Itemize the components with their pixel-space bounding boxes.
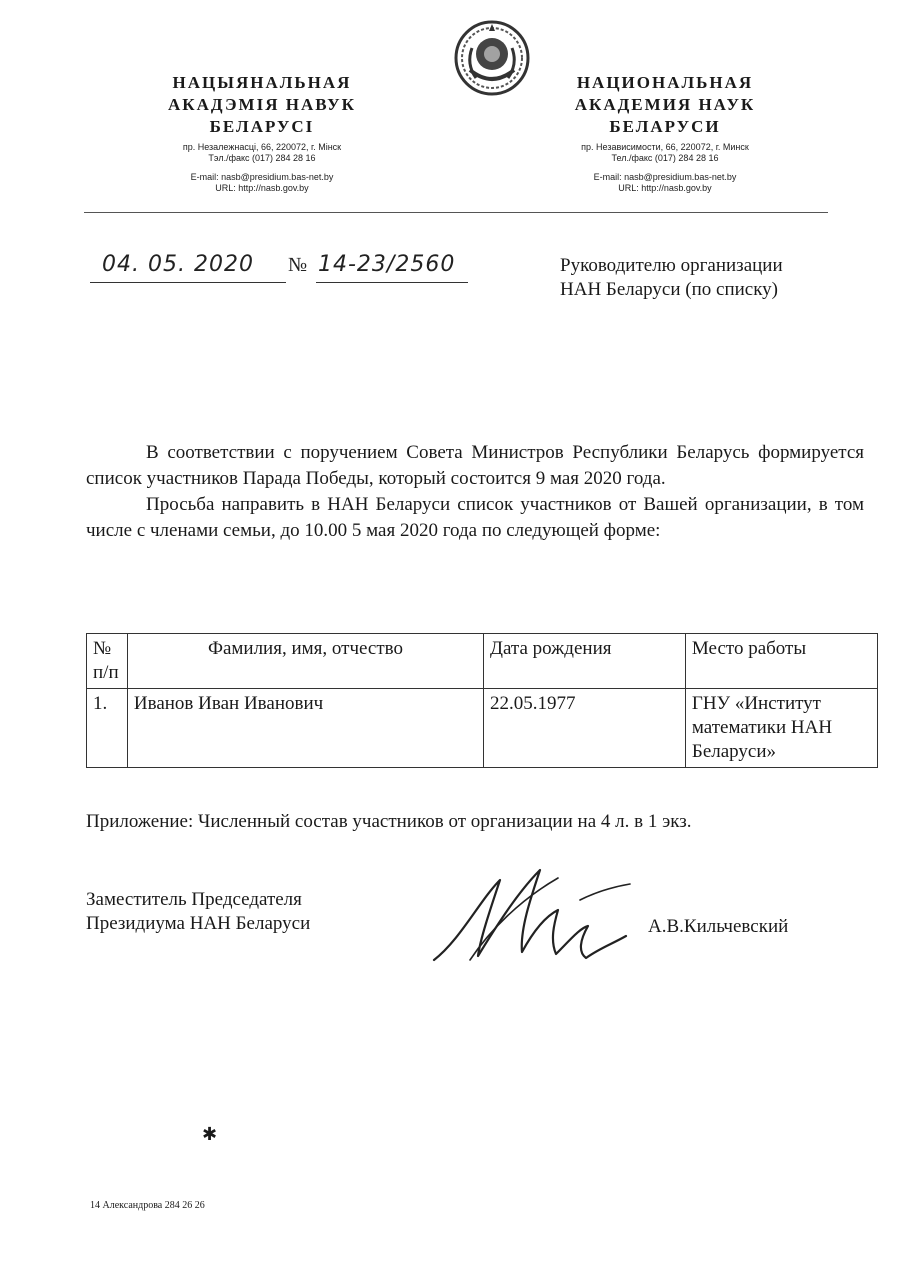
executor-footer: 14 Александрова 284 26 26 xyxy=(90,1200,205,1211)
signer-position-line: Президиума НАН Беларуси xyxy=(86,913,311,934)
org-name-line: АКАДЕМИЯ НАУК xyxy=(574,95,756,114)
outgoing-date: 04. 05. 2020 xyxy=(102,252,254,277)
table-row xyxy=(87,689,878,768)
org-phone: Тэл./факс (017) 284 28 16 xyxy=(208,153,316,163)
number-sign: № xyxy=(288,254,309,276)
body-paragraph: В соответствии с поручением Совета Министров Республики Беларусь формируется список участников Парада Победы, который состоится 9 мая 2020 года. xyxy=(86,442,864,489)
addressee-block xyxy=(560,254,860,302)
signer-name: А.В.Кильчевский xyxy=(648,916,789,937)
cell-birthdate: 22.05.1977 xyxy=(484,689,686,768)
body-paragraph: Просьба направить в НАН Беларуси список участников от Вашей организации, в том числе с членами семьи, до 10.00 5 мая 2020 года по следующей форме: xyxy=(86,494,864,541)
addressee-line: Руководителю организации xyxy=(560,255,783,276)
org-name-line: НАЦЫЯНАЛЬНАЯ xyxy=(172,73,352,92)
org-name-line: БЕЛАРУСІ xyxy=(209,117,315,136)
table-header-row xyxy=(87,634,878,689)
header-cell-workplace: Место работы xyxy=(685,634,877,689)
header-divider xyxy=(84,212,828,213)
registration-line xyxy=(90,252,490,292)
org-name-line: АКАДЭМІЯ НАВУК xyxy=(168,95,356,114)
org-contacts xyxy=(500,142,830,194)
outgoing-number: 14-23/2560 xyxy=(318,252,456,277)
org-email: E-mail: nasb@presidium.bas-net.by xyxy=(593,172,737,182)
org-address: пр. Незалежнасці, 66, 220072, г. Мінск xyxy=(182,142,342,152)
org-email: E-mail: nasb@presidium.bas-net.by xyxy=(190,172,334,182)
signer-position-line: Заместитель Председателя xyxy=(86,889,302,910)
scan-mark: ✱ xyxy=(202,1124,218,1145)
cell-name: Иванов Иван Иванович xyxy=(127,689,483,768)
header-cell-number: № п/п xyxy=(87,634,128,689)
cell-workplace: ГНУ «Институт математики НАН Беларуси» xyxy=(685,689,877,768)
org-url: URL: http://nasb.gov.by xyxy=(215,183,309,193)
date-underline xyxy=(90,282,286,283)
letter-body xyxy=(86,440,864,544)
letterhead-russian xyxy=(500,72,830,194)
signer-position xyxy=(86,888,406,936)
participants-form-table xyxy=(86,633,878,768)
appendix-note: Приложение: Численный состав участников от организации на 4 л. в 1 экз. xyxy=(86,811,692,832)
addressee-line: НАН Беларуси (по списку) xyxy=(560,279,779,300)
header-cell-name: Фамилия, имя, отчество xyxy=(127,634,483,689)
org-url: URL: http://nasb.gov.by xyxy=(618,183,712,193)
letterhead-belarusian xyxy=(112,72,412,194)
org-address: пр. Независимости, 66, 220072, г. Минск xyxy=(581,142,749,152)
org-name-line: БЕЛАРУСИ xyxy=(609,117,721,136)
number-underline xyxy=(316,282,468,283)
handwritten-signature xyxy=(430,860,640,970)
org-phone: Тел./факс (017) 284 28 16 xyxy=(611,153,719,163)
header-cell-birthdate: Дата рождения xyxy=(484,634,686,689)
org-contacts xyxy=(112,142,412,194)
cell-number: 1. xyxy=(87,689,128,768)
org-name-line: НАЦИОНАЛЬНАЯ xyxy=(576,73,754,92)
